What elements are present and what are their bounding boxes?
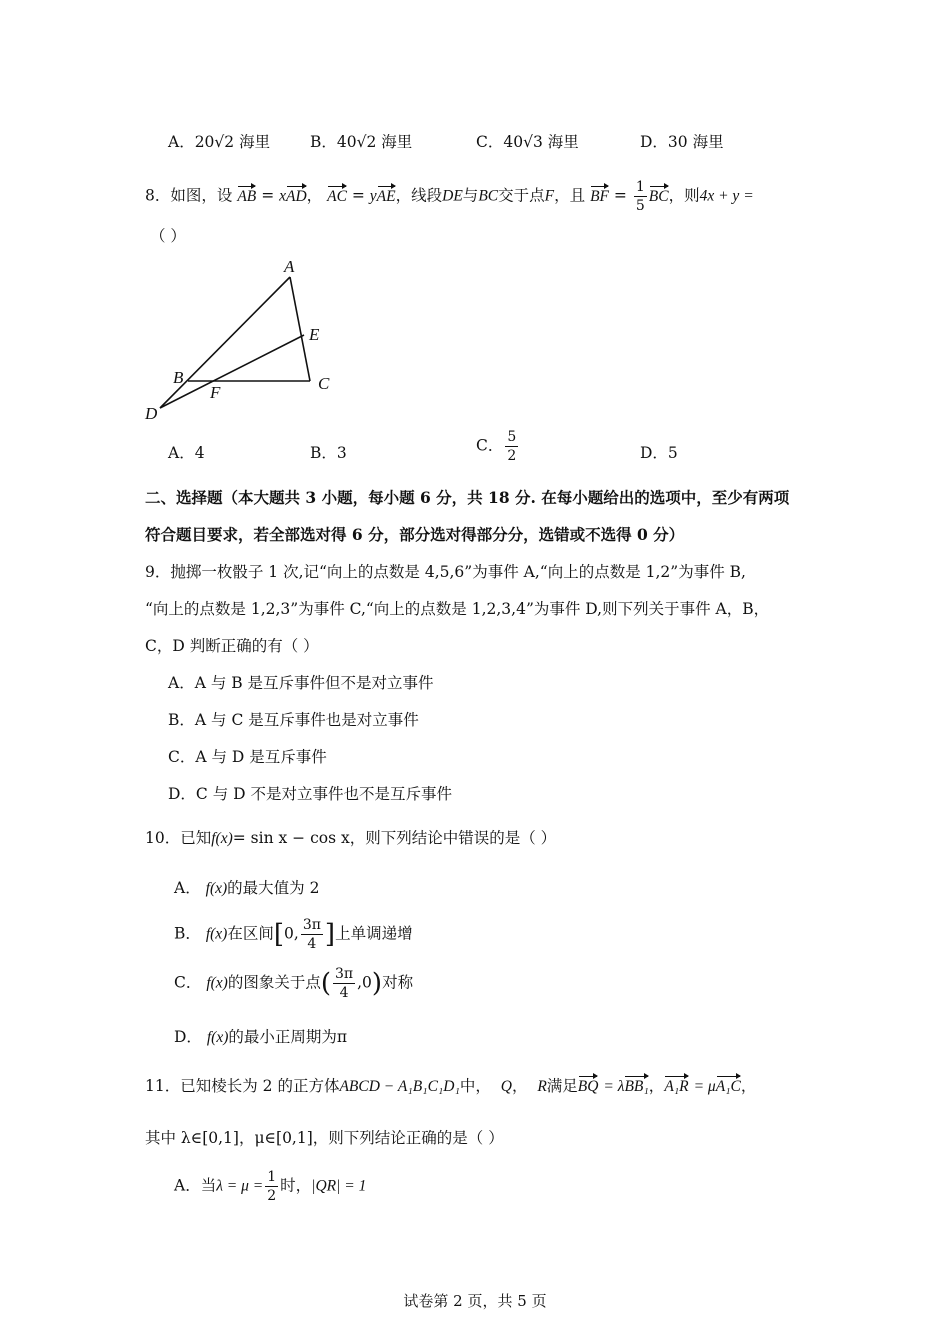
q9-option-d: D．C 与 D 不是对立事件也不是互斥事件 bbox=[168, 785, 452, 803]
q9-stem-line3: C，D 判断正确的有（ ） bbox=[145, 637, 319, 655]
q8-triangle-figure bbox=[140, 255, 340, 425]
label-e: E bbox=[309, 325, 320, 344]
q8-option-b: B．3 bbox=[310, 444, 347, 462]
section-2-heading-line2: 符合题目要求，若全部选对得 6 分，部分选对得部分分，选错或不选得 0 分） bbox=[145, 525, 685, 544]
q8-stem: 8．如图，设 AB = xAD， AC = yAE，线段DE与BC交于点F，且 BF = $\frac{1}{5}$ BC，则4x + y = bbox=[145, 179, 754, 214]
q9-option-a: A．A 与 B 是互斥事件但不是对立事件 bbox=[168, 674, 434, 692]
q7-option-b: B．40√2 海里 bbox=[310, 133, 413, 151]
label-f: F bbox=[210, 383, 221, 402]
label-b: B bbox=[173, 368, 184, 387]
q10-option-a: A． f(x)的最大值为 2 bbox=[174, 879, 320, 897]
q9-option-b: B．A 与 C 是互斥事件也是对立事件 bbox=[168, 711, 419, 729]
q10-option-d: D． f(x)的最小正周期为π bbox=[174, 1028, 348, 1046]
q11-option-a: A．当λ = μ = $\frac{1}{2}$ 时，|QR| = 1 bbox=[174, 1169, 367, 1204]
q11-stem-line2: 其中 λ∈[0,1]，μ∈[0,1]，则下列结论正确的是（ ） bbox=[145, 1129, 504, 1147]
label-a: A bbox=[284, 257, 295, 276]
q7-option-d: D．30 海里 bbox=[640, 133, 724, 151]
q7-option-a: A．20√2 海里 bbox=[168, 133, 271, 151]
q9-stem-line2: “向上的点数是 1,2,3”为事件 C,“向上的点数是 1,2,3,4”为事件 D,则下列关于事件 A，B， bbox=[145, 600, 770, 618]
q9-option-c: C．A 与 D 是互斥事件 bbox=[168, 748, 327, 766]
q10-stem: 10．已知f(x)= sin x − cos x，则下列结论中错误的是（ ） bbox=[145, 829, 557, 847]
q10-option-c: C． f(x)的图象关于点( $\frac{3\pi}{4}$ ,0)对称 bbox=[174, 966, 414, 1001]
q7-option-c: C．40√3 海里 bbox=[476, 133, 579, 151]
q11-stem-line1: 11．已知棱长为 2 的正方体ABCD − A₁B₁C₁D₁中， Q， R满足BQ = λBB₁，A₁R = μA₁C， bbox=[145, 1077, 757, 1095]
label-c: C bbox=[318, 374, 330, 393]
label-d: D bbox=[145, 404, 158, 423]
page-footer: 试卷第 2 页，共 5 页 bbox=[403, 1292, 547, 1310]
q8-option-a: A．4 bbox=[168, 444, 205, 462]
q9-stem-line1: 9．抛掷一枚骰子 1 次,记“向上的点数是 4,5,6”为事件 A,“向上的点数是 1,2”为事件 B, bbox=[145, 563, 746, 581]
q8-answer-paren: （ ） bbox=[150, 227, 186, 245]
section-2-heading-line1: 二、选择题（本大题共 3 小题，每小题 6 分，共 18 分. 在每小题给出的选项中，至少有两项 bbox=[145, 488, 790, 507]
q8-option-c: C． $\frac{5}{2}$ bbox=[476, 429, 517, 464]
q10-option-b: B． f(x)在区间[0, $\frac{3\pi}{4}$ ]上单调递增 bbox=[174, 917, 413, 952]
q8-option-d: D．5 bbox=[640, 444, 678, 462]
